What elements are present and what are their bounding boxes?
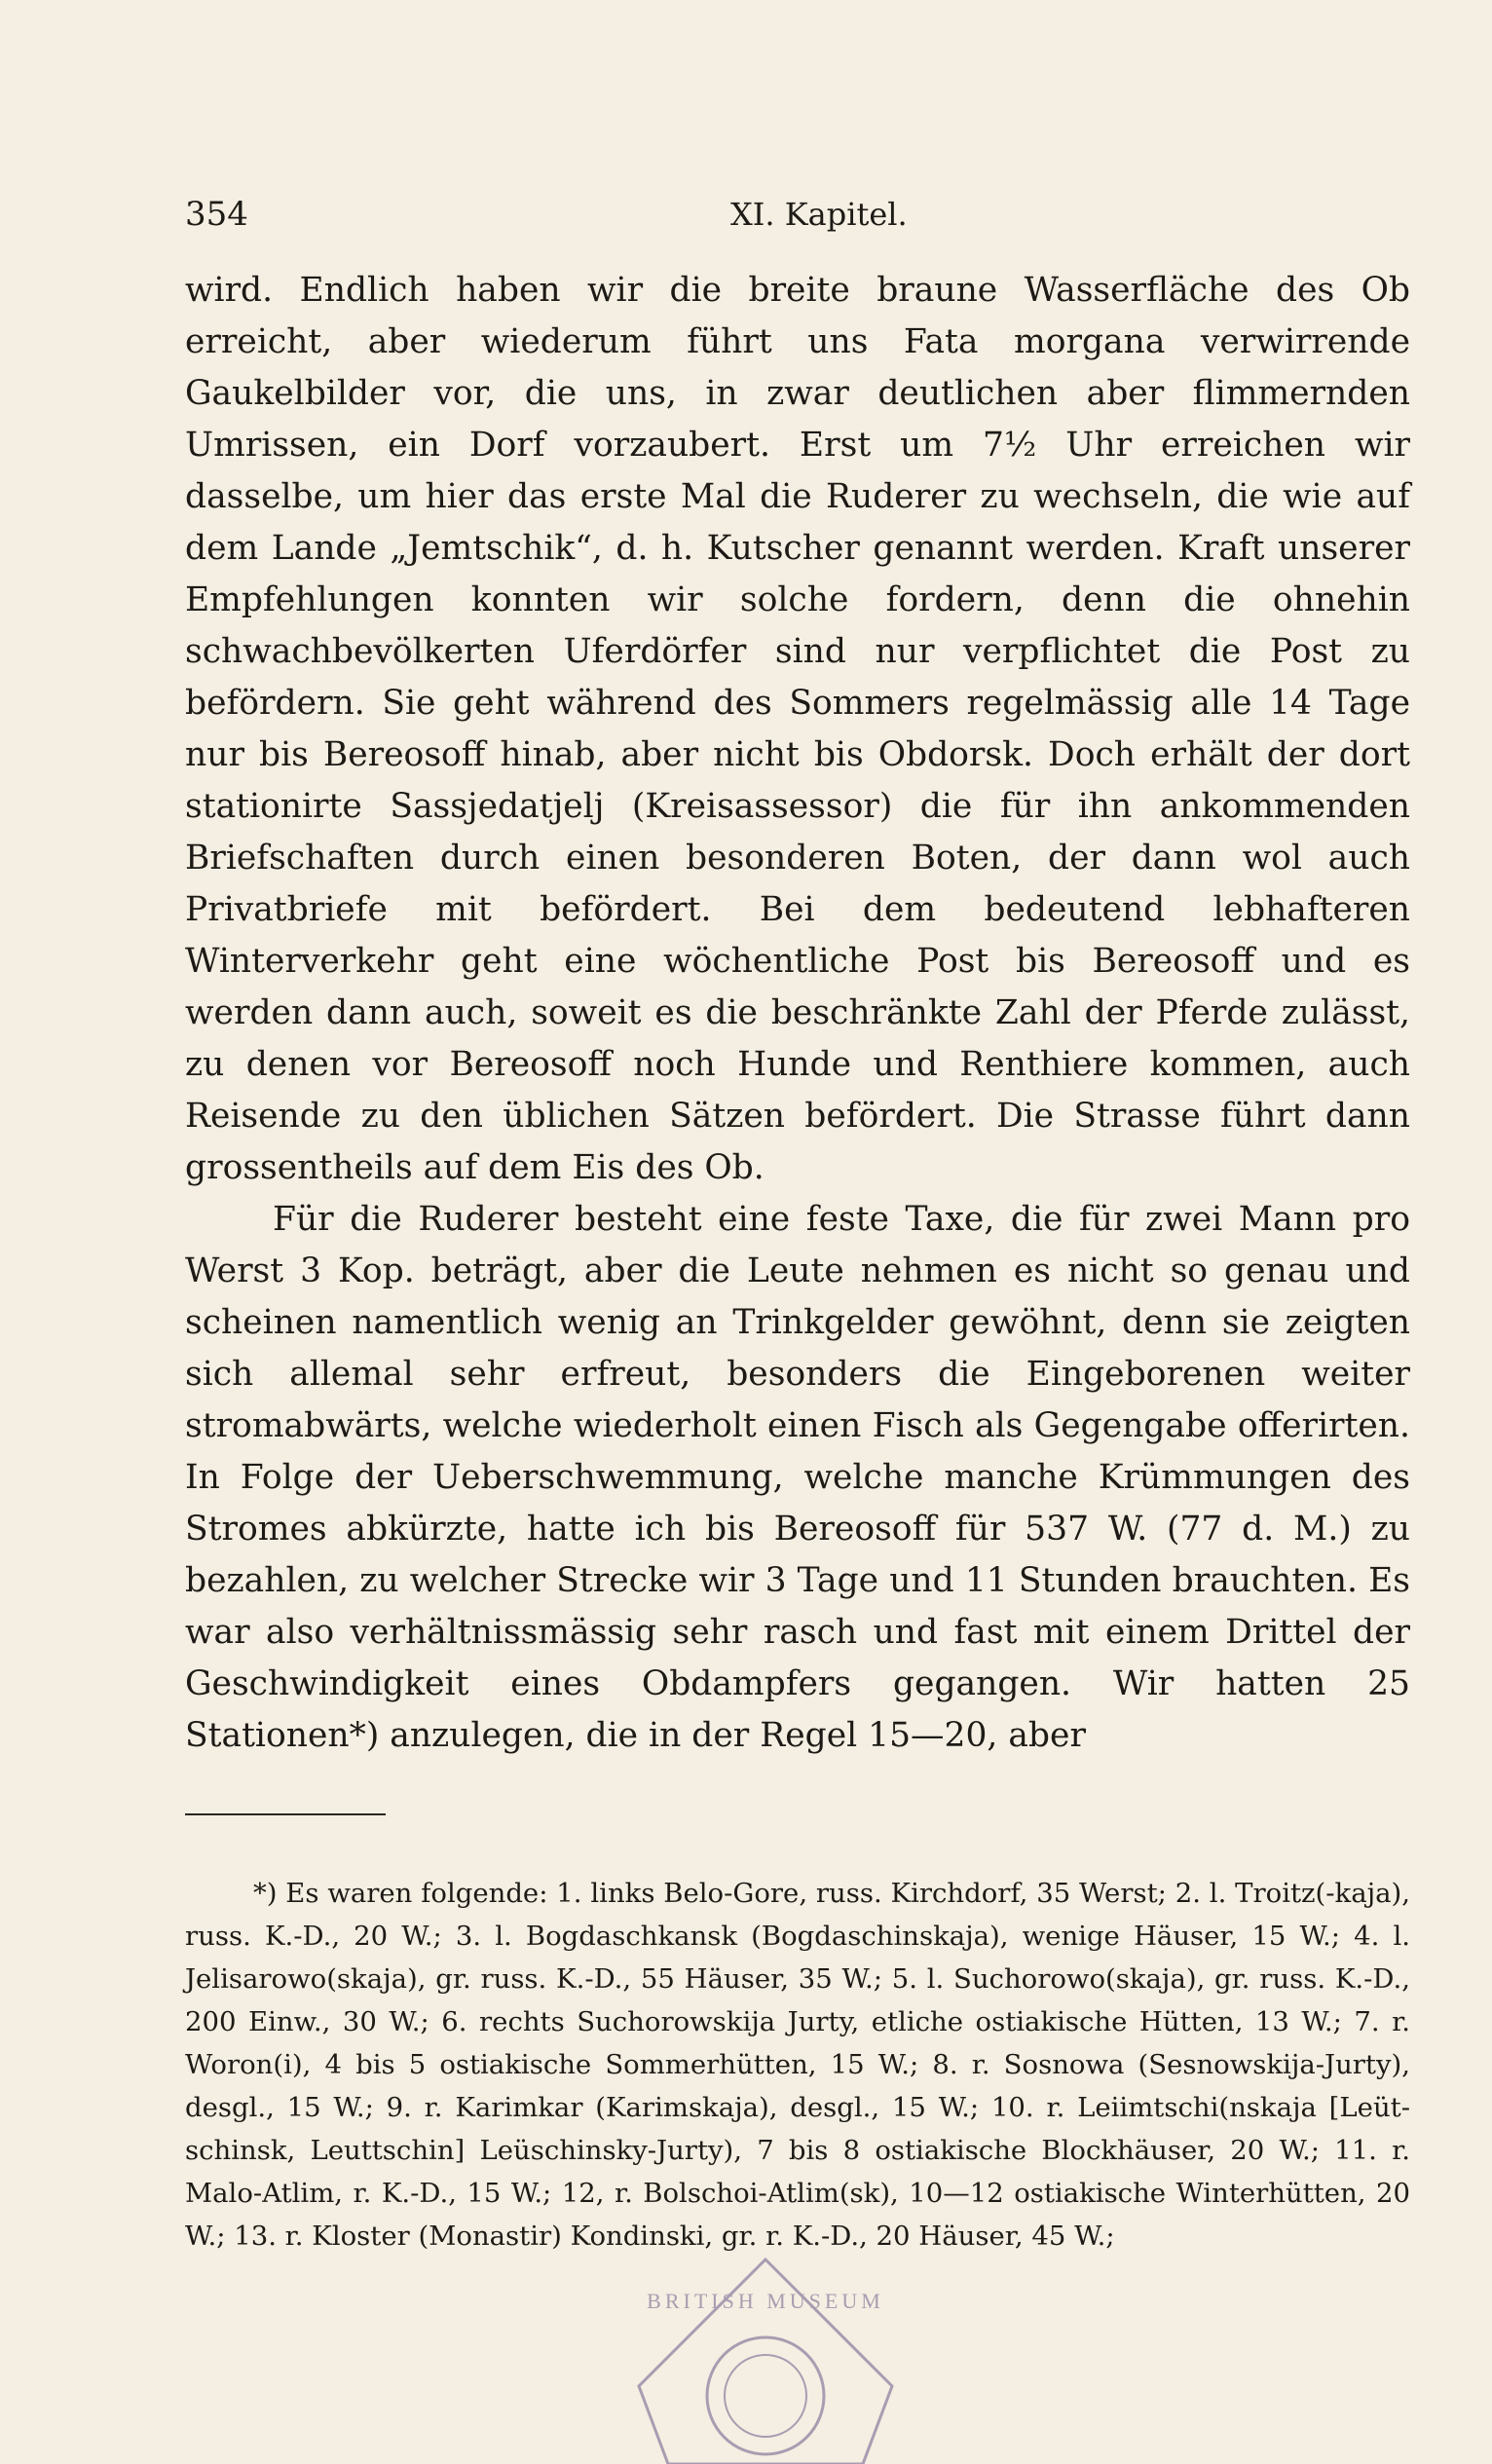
footnote: *) Es waren folgende: 1. links Belo-Gore, russ. Kirchdorf, 35 Werst; 2. l. Troitz(-kaja), russ. K.-D., 20 W.; 3. l. Bogdaschkansk (Bogdaschinskaja), wenige Häuser, 15 W.; 4. l. Jelisarowo(skaja), gr. russ. K.-D., 55 Häuser, 35 W.; 5. l. Suchorowo(skaja), gr. russ. K.-D., 200 Einw., 30 W.; 6. rechts Suchorowskija Jurty, etliche ostiakische Hütten, 13 W.; 7. r. Woron(i), 4 bis 5 ostiakische Sommerhütten, 15 W.; 8. r. Sosnowa (Sesnowskija-Jurty), desgl., 15 W.; 9. r. Karimkar (Karimskaja), desgl., 15 W.; 10. r. Leiimtschi(nskaja [Leüt-schinsk, Leuttschin] Leüschinsky-Jurty), 7 bis 8 ostiakische Blockhäuser, 20 W.; 11. r. Malo-Atlim, r. K.-D., 15 W.; 12, r. Bolschoi-Atlim(sk), 10—12 ostiakische Winterhütten, 20 W.; 13. r. Kloster (Monastir) Kondinski, gr. r. K.-D., 20 Häuser, 45 W.; [185, 1877, 1410, 2252]
running-head: XI. Kapitel. [730, 196, 908, 233]
page-header [185, 185, 1412, 243]
main-text [185, 265, 1410, 1762]
paragraph: wird. Endlich haben wir die breite braune Wasserfläche des Ob erreicht, aber wiederum führt uns Fata morgana verwirrende Gaukelbilder vor, die uns, in zwar deutlichen aber flimmernden Umrissen, ein Dorf vorzaubert. Erst um 7½ Uhr erreichen wir dasselbe, um hier das erste Mal die Ruderer zu wechseln, die wie auf dem Lande „Jemtschik“, d. h. Kutscher genannt werden. Kraft unserer Empfehlungen konnten wir solche fordern, denn die ohnehin schwachbevölkerten Uferdörfer sind nur verpflichtet die Post zu befördern. Sie geht während des Sommers regelmässig alle 14 Tage nur bis Bereosoff hinab, aber nicht bis Obdorsk. Doch erhält der dort stationirte Sassjedatjelj (Kreisassessor) die für ihn ankommenden Briefschaften durch einen besonderen Boten, der dann wol auch Privatbriefe mit befördert. Bei dem bedeutend lebhafteren Winterverkehr geht eine wöchentliche Post bis Bereosoff und es werden dann auch, soweit es die beschränkte Zahl der Pferde zulässt, zu denen vor Bereosoff noch Hunde und Renthiere kommen, auch Reisende zu den üblichen Sätzen befördert. Die Strasse führt dann grossentheils auf dem Eis des Ob. [185, 271, 1410, 1187]
stamp-text: BRITISH MUSEUM [647, 2289, 884, 2313]
page-number: 354 [185, 195, 248, 234]
library-stamp [619, 2240, 912, 2464]
paragraph: Für die Ruderer besteht eine feste Taxe, die für zwei Mann pro Werst 3 Kop. beträgt, aber die Leute nehmen es nicht so genau und scheinen namentlich wenig an Trinkgelder gewöhnt, denn sie zeigten sich allemal sehr erfreut, besonders die Eingeborenen weiter stromabwärts, welche wiederholt einen Fisch als Gegengabe offerirten. In Folge der Ueberschwemmung, welche manche Krümmungen des Stromes abkürzte, hatte ich bis Bereosoff für 537 W. (77 d. M.) zu bezahlen, zu welcher Strecke wir 3 Tage und 11 Stunden brauchten. Es war also verhältnissmässig sehr rasch und fast mit einem Drittel der Geschwindigkeit eines Obdampfers gegangen. Wir hatten 25 Stationen*) anzulegen, die in der Regel 15—20, aber [185, 1200, 1410, 1755]
footnote-divider [185, 1813, 386, 1815]
